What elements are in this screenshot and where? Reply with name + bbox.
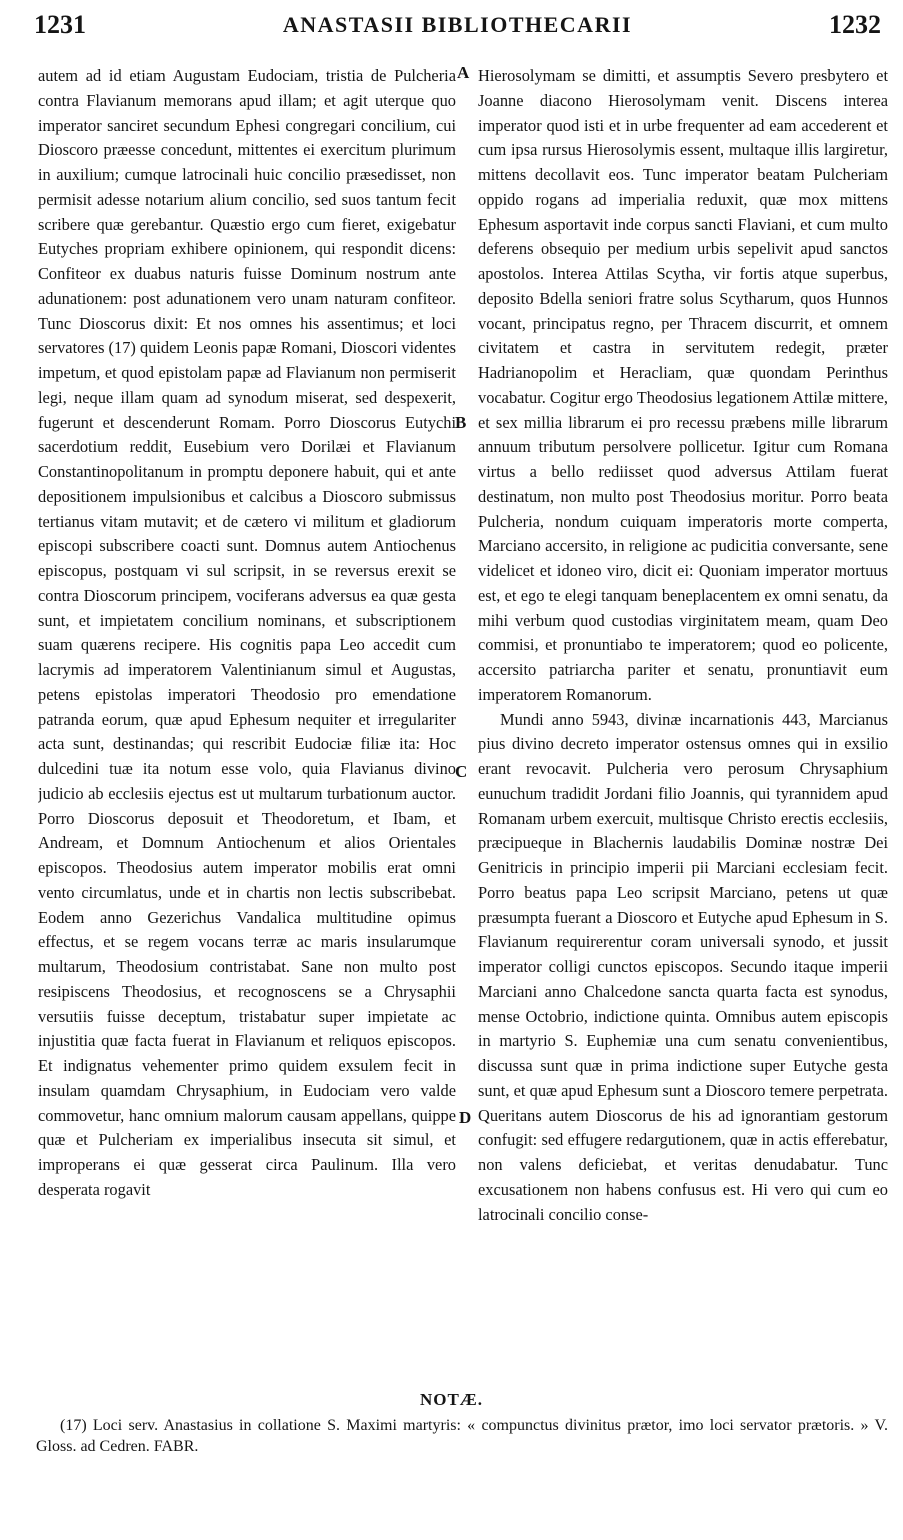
right-column-paragraph: Mundi anno 5943, divinæ incarnationis 443, Marcianus pius divino decreto imperator ostensus omnes qui in exsilio erant revocavit. Pulcheria vero perosum Chrysaphium eunuchum tradidit Jordani filio Joannis, qui tyrannidem apud Romanam urbem exercuit, multisque Christo erectis ecclesiis, præcipueque in Blachernis laudabilis Dominæ nostræ Dei Genitricis in principio imperii pii Marciani ecclesiam fecit. Porro beatus papa Leo scripsit Marciano, petens ut quæ præsumpta fuerant a Dioscoro et Eutyche apud Ephesum in S. Flavianum requirerentur coram universali synodo, et jussit imperator colligi cunctos episcopos. Secundo itaque imperii Marciani anno Chalcedone sancta quarta facta est synodus, mense Octobrio, indictione quinta. Omnibus autem episcopis in martyrio S. Euphemiæ una cum senatu convenientibus, discussa sunt quæ in prima indictione super Eutyche gesta sunt, et quæ apud Ephesum sunt a Dioscoro temere perpetrata. Queritans autem Dioscorus de his ad ignorantiam gestorum confugit: sed effugere redargutionem, quæ in actis efferebatur, non valens deficiebat, et veritas denudabatur. Tunc excusationem non habens confusus est. Hi vero qui cum eo latrocinali concilio conse- [478,709,888,1224]
notes-heading: NOTÆ. [419,1390,484,1409]
margin-letter-d: D [459,1108,472,1127]
margin-letter-c: C [455,762,468,781]
page-header [34,10,881,50]
margin-letter-a: A [457,63,470,82]
right-column-paragraph: Hierosolymam se dimitti, et assumptis Severo presbytero et Joanne diacono Hierosolymam venit. Discens interea imperator quod isti et in urbe frequenter ad eam accederent et cum ipsa rursus Hierosolymis essent, multaque illis largiretur, mittens decollavit eos. Tunc imperator beatam Pulcheriam oppido rogans ad imperialia reduxit, quæ mox mittens Ephesum asportavit inde corpus sancti Flaviani, et cum multo deferens obsequio per medium urbis sepelivit apud sanctos apostolos. Interea Attilas Scytha, vir fortis atque superbus, deposito Bdella seniori fratre solus Scytharum, quos Hunnos vocant, principatus regno, per Thracem discurrit, et omnem civitatem et castra in servitutem redegit, præter Hadrianopolim et Heracliam, quæ quondam Perinthus vocabatur. Cogitur ergo Theodosius legationem Attilæ mittere, et sex millia librarum ei pro recessu præbens mille librarum annuum tributum persolvere pollicetur. Igitur cum Romana virtus a bello rediisset quod adversus Attilam fuerat destinatum, non multo post Theodosius moritur. Porro beata Pulcheria, nondum cuiquam imperatoris morte comperta, Marciano accersito, in religione ac pudicitia conversante, sene videlicet et idoneo viro, dicit ei: Quoniam imperator mortuus est, et ego te elegi tanquam beneplacentem ex omni senatu, da mihi verbum quod custodias virginitatem meam, quam Deo commisi, et pronuntiabo te imperatorem; quod eo policente, accersito patriarcha pariter et senatu, pronuntiavit eum imperatorem Romanorum. [478,66,888,704]
left-column [38,64,456,1382]
right-page-number: 1232 [829,10,881,39]
running-title: ANASTASII BIBLIOTHECARII [282,12,633,37]
left-column-text: autem ad id etiam Augustam Eudociam, tristia de Pulcheria contra Flavianum memorans apud illam; et agit uterque quo imperator sanciret secundum Ephesi congregari concilium, cui Dioscoro præesse concedunt, mittentes ei exercitum plurimum in auxilium; cumque latrocinali huic concilio præsedisset, non permisit adesse notarium alium concilio, sed suos tantum fecit scribere quæ gerebantur. Quæstio ergo cum fieret, exigebatur Eutyches propriam exhibere opinionem, qui respondit dicens: Confiteor ex duabus naturis fuisse Dominum nostrum ante adunationem: post adunationem vero unam naturam confiteor. Tunc Dioscorus dixit: Et nos omnes his assentimus; et loci servatores (17) quidem Leonis papæ Romani, Dioscori videntes impetum, et quod epistolam papæ ad Flavianum non permiserit legi, neque illam quam ad synodum miserat, sed despexerit, fugerunt et descenderunt Romam. Porro Dioscorus Eutychi sacerdotium reddit, Eusebium vero Dorilæi et Flavianum Constantinopolitanum in promptu deponere habuit, qui et ante depositionem impulsionibus et calcibus a Dioscoro submissus tertianus vitam mutavit; et de cætero vi militum et gladiorum episcopi subscribere coacti sunt. Domnus autem Antiochenus episcopus, postquam vi sul scripsit, in se reversus erexit se contra Dioscorum principem, vociferans adversus ea quæ gesta sunt, et impietatem concilium nominans, et subscriptionem suam quærens recipere. His cognitis papa Leo accedit cum lacrymis ad imperatorem Valentinianum simul et Augustas, petens epistolas imperatori Theodosio pro emendatione patranda eorum, quæ apud Ephesum nequiter et irregulariter acta sunt, destinandas; qui rescribit Eudociæ filiæ ita: Hoc dulcedini tuæ ita notum esse volo, quia Flavianus divino judicio ab ecclesiis ejectus est ut multarum turbationum auctor. Porro Dioscorus deposuit et Theodoretum, et Ibam, et Andream, et Domnum Antiochenum et alios Orientales episcopos. Theodosius autem imperator mobilis erat omni vento circumlatus, unde et in chartis non lectis subscribebat. Eodem anno Gezerichus Vandalica multitudine opimus effectus, et se regem vocans terræ ac maris insularumque multarum, Theodosium contristabat. Sane non multo post resipiscens Theodosius, et recognoscens se a Chrysaphii versutiis fuisse deceptum, tristabatur super impietate ac injustitia quæ facta fuerat in Flavianum et reliquos episcopos. Et indignatus vehementer primo quidem exsulem fecit in insulam quamdam Chrysaphium, in Eudociam vero valde commovetur, hanc omnium malorum causam appellans, quippe quæ et Pulcheriam ex imperialibus insecuta sit simul, et improperans ei quæ gesserat circa Paulinum. Illa vero desperata rogavit [38,66,456,1199]
right-column [478,64,888,1382]
left-page-number: 1231 [34,10,86,39]
footnote: (17) Loci serv. Anastasius in collatione S. Maximi martyris: « compunctus divinitus prætor, imo loci servator prætoris. » V. Gloss. ad Cedren. FABR. [36,1417,888,1455]
margin-letter-b: B [455,413,467,432]
